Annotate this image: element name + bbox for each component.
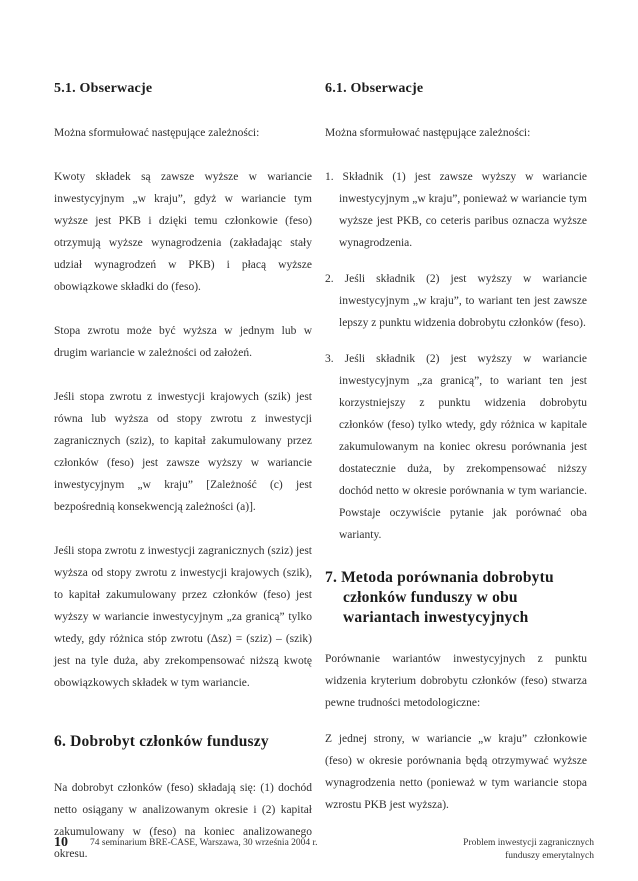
right-lead-text: Można sformułować następujące zależności: <box>325 127 531 139</box>
list-item: 2. Jeśli składnik (2) jest wyższy w wariancie inwestycyjnym „w kraju”, to wariant ten jest zawsze lepszy z punktu widzenia dobrobytu członków (feso). <box>325 273 587 329</box>
book-title-line-2: funduszy emerytalnych <box>505 851 594 861</box>
section-5-1-title: 5.1. Obserwacje <box>54 81 153 96</box>
section-7-paragraph-1: Porównanie wariantów inwestycyjnych z punktu widzenia kryterium dobrobytu członków (feso) stwarza pewne trudności metodologiczne: <box>325 653 587 709</box>
observation-list <box>325 166 587 546</box>
list-item: 3. Jeśli składnik (2) jest wyższy w wariancie inwestycyjnym „za granicą”, to wariant ten jest korzystniejszy z punktu widzenia dobrobytu członków (feso) tylko wtedy, gdy różnica w kapitale zakumulowanym na koniec okresu porównania jest dostatecznie duża, by zrekompensować niższy dochód netto w okresie porównania w tym wariancie. Powstaje oczywiście pytanie jak porównać oba warianty. <box>325 353 587 541</box>
section-7-title: 7. Metoda porównania dobrobytu członków funduszy w obu wariantach inwestycyjnych <box>325 569 554 626</box>
list-item: 1. Składnik (1) jest zawsze wyższy w wariancie inwestycyjnym „w kraju”, ponieważ w wariancie tym wyższe jest PKB, co ceteris paribus oznacza wyższe wynagrodzenia. <box>325 171 587 249</box>
book-title <box>394 837 594 863</box>
left-paragraph-b: Stopa zwrotu może być wyższa w jednym lub w drugim wariancie w zależności od założeń. <box>54 325 312 359</box>
section-6-title: 6. Dobrobyt członków funduszy <box>54 733 269 750</box>
book-title-line-1: Problem inwestycji zagranicznych <box>463 838 594 848</box>
right-column <box>325 80 587 816</box>
left-paragraph-d: Jeśli stopa zwrotu z inwestycji zagranicznych (sziz) jest wyższa od stopy zwrotu z inwestycji krajowych (szik), to kapitał zakumulowany przez członków (feso) jest wyższy w wariancie inwestycyjnym „za granicą” tylko wtedy, gdy różnica stóp zwrotu (Δsz) = (sziz) – (szik) jest na tyle duża, aby zrekompensować niższą kwotę obowiązkowych składek w tym wariancie. <box>54 545 312 689</box>
left-paragraph-c: Jeśli stopa zwrotu z inwestycji krajowych (szik) jest równa lub wyższa od stopy zwrotu z inwestycji zagranicznych (sziz), to kapitał zakumulowany przez członków (feso) jest zawsze wyższy w wariancie inwestycyjnym „w kraju” [Zależność (c) jest bezpośrednią konsekwencją zależności (a)]. <box>54 391 312 513</box>
page-number: 10 <box>54 835 68 850</box>
section-6-text: Na dobrobyt członków (feso) składają się: (1) dochód netto osiągany w analizowanym okresie i (2) kapitał zakumulowany w (feso) na koniec analizowanego okresu. <box>54 782 312 860</box>
seminar-info: 74 seminarium BRE-CASE, Warszawa, 30 września 2004 r. <box>90 838 318 848</box>
left-lead-text: Można sformułować następujące zależności: <box>54 127 260 139</box>
left-paragraph-a: Kwoty składek są zawsze wyższe w wariancie inwestycyjnym „w kraju”, gdyż w wariancie tym wyższe jest PKB i dzięki temu członkowie (feso) otrzymują wyższe wynagrodzenia (zakładając stały udział wynagrodzeń w PKB) i płacą wyższe obowiązkowe składki do (feso). <box>54 171 312 293</box>
section-7-paragraph-2: Z jednej strony, w wariancie „w kraju” członkowie (feso) w okresie porównania będą otrzymywać wyższe wynagrodzenia netto (ponieważ w tym wariancie stopa wzrostu PKB jest wyższa). <box>325 733 587 811</box>
left-column <box>54 80 312 865</box>
section-6-1-title: 6.1. Obserwacje <box>325 81 424 96</box>
